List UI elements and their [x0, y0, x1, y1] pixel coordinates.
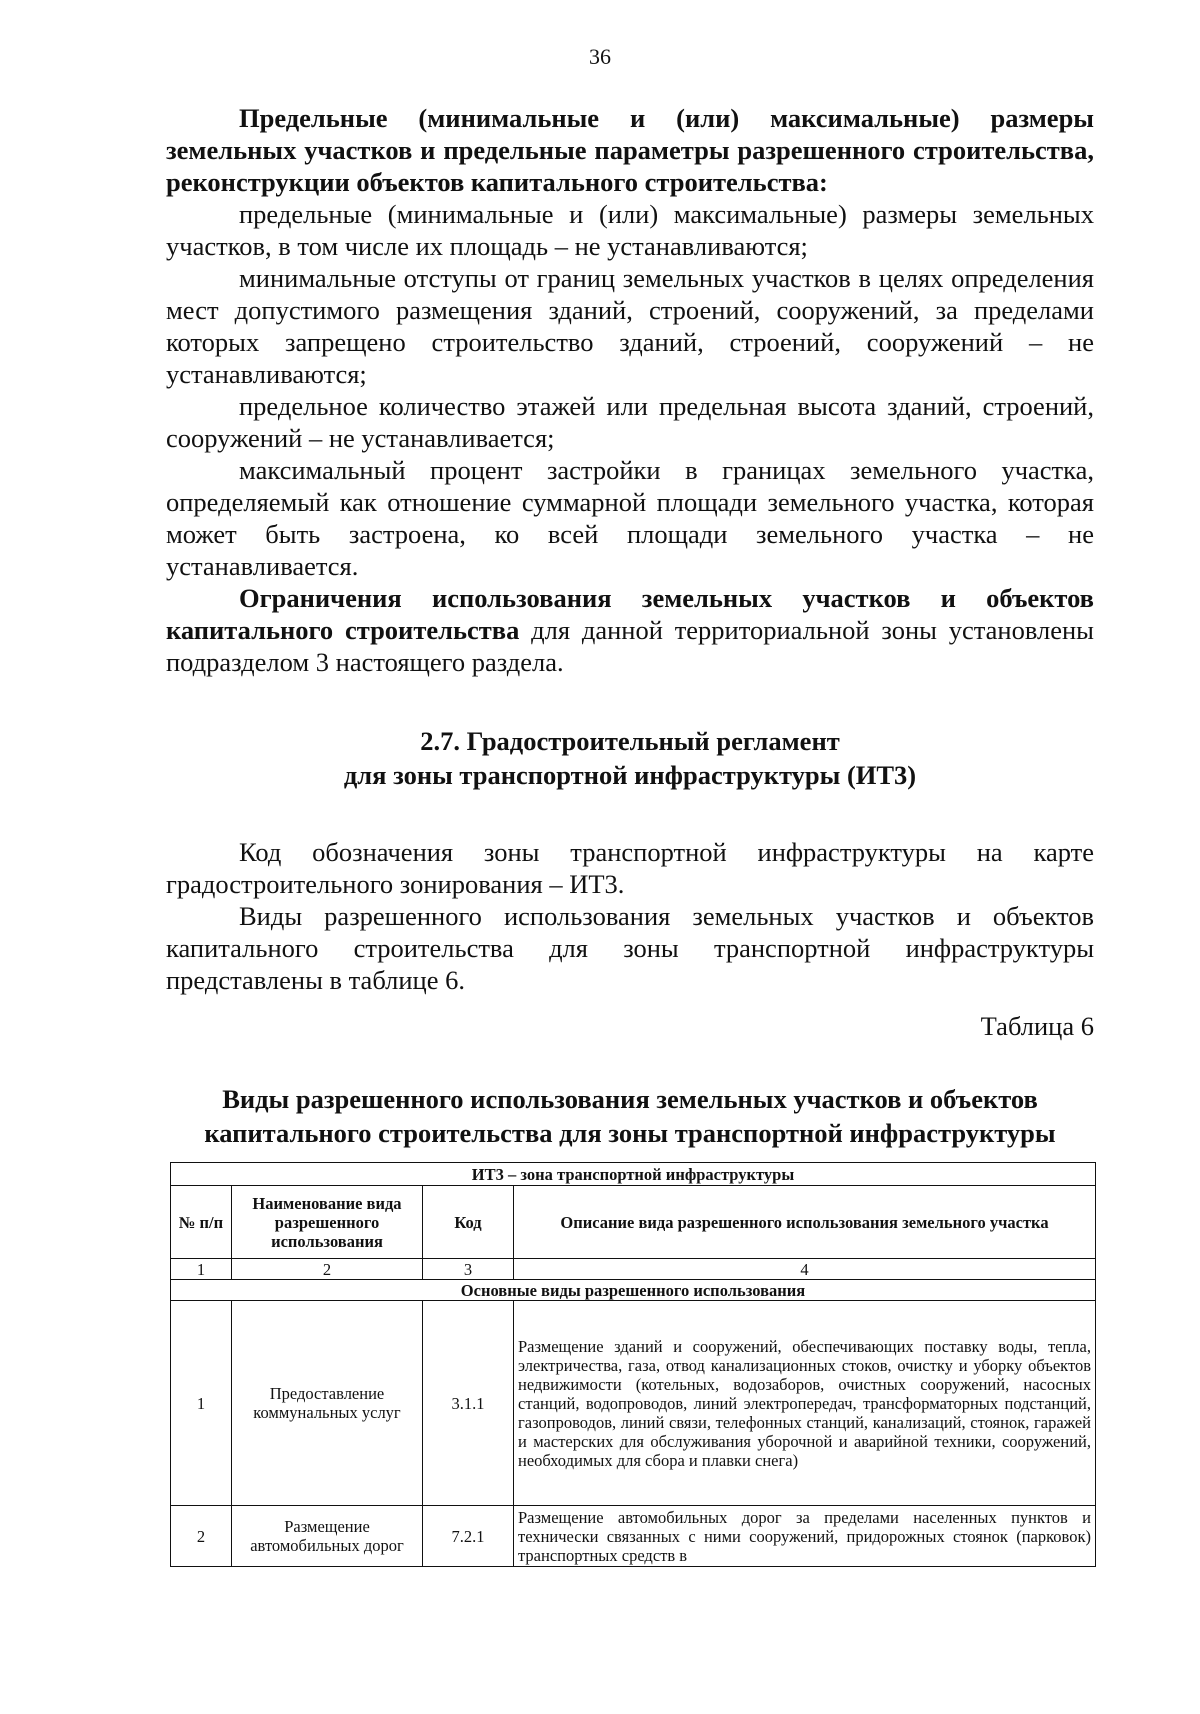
section-title	[166, 724, 1094, 792]
table-label: Таблица 6	[980, 1011, 1094, 1041]
row-use-name: Предоставление коммунальных услуг	[232, 1301, 423, 1506]
row-number: 1	[171, 1301, 232, 1506]
paragraph-restrictions	[166, 582, 1094, 678]
paragraph-plot-sizes: предельные (минимальные и (или) максимальные) размеры земельных участков, в том числе их площадь – не устанавливаются;	[166, 199, 1094, 261]
section-title-line2: для зоны транспортной инфраструктуры (ИТ3)	[343, 760, 917, 790]
paragraph-build-percent: максимальный процент застройки в границах земельного участка, определяемый как отношение суммарной площади земельного участка, которая может быть застроена, ко всей площади земельного участка – не устанавливается.	[166, 455, 1094, 581]
row-use-code: 3.1.1	[423, 1301, 514, 1506]
page-number: 36	[589, 44, 611, 69]
paragraph-floors: предельное количество этажей или предельная высота зданий, строений, сооружений – не устанавливается;	[166, 391, 1094, 453]
section-title-line1: 2.7. Градостроительный регламент	[420, 726, 840, 756]
column-index-2: 2	[232, 1259, 423, 1280]
table-heading	[162, 1082, 1098, 1150]
column-index-4: 4	[514, 1259, 1096, 1280]
paragraph-table-reference: Виды разрешенного использования земельных участков и объектов капитального строительства для зоны транспортной инфраструктуры представлены в таблице 6.	[166, 901, 1094, 995]
column-header-code: Код	[423, 1186, 514, 1259]
document-body	[166, 102, 1094, 1150]
column-index-1: 1	[171, 1259, 232, 1280]
table-zone-header: ИТ3 – зона транспортной инфраструктуры	[171, 1163, 1096, 1186]
table-heading-line1: Виды разрешенного использования земельных участков и объектов	[222, 1084, 1038, 1114]
column-index-3: 3	[423, 1259, 514, 1280]
row-use-code: 7.2.1	[423, 1506, 514, 1567]
column-header-name: Наименование вида разрешенного использования	[232, 1186, 423, 1259]
row-use-name: Размещение автомобильных дорог	[232, 1506, 423, 1567]
table-heading-line2: капитального строительства для зоны транспортной инфраструктуры	[204, 1118, 1056, 1148]
paragraph-zone-code: Код обозначения зоны транспортной инфраструктуры на карте градостроительного зонирования – ИТ3.	[166, 837, 1094, 899]
row-number: 2	[171, 1506, 232, 1567]
restrictions-rest-text: для данной территориальной зоны установлены подразделом 3 настоящего раздела.	[166, 615, 1094, 677]
paragraph-setbacks: минимальные отступы от границ земельных участков в целях определения мест допустимого размещения зданий, строений, сооружений, за пределами которых запрещено строительство зданий, строений, сооружений – не устанавливаются;	[166, 263, 1094, 389]
column-header-description: Описание вида разрешенного использования земельного участка	[514, 1186, 1096, 1259]
table-row	[171, 1301, 1096, 1506]
restrictions-bold-text: Ограничения использования земельных участков и объектов капитального строительства	[166, 583, 1094, 645]
table-row	[171, 1506, 1096, 1567]
row-use-description: Размещение автомобильных дорог за пределами населенных пунктов и технически связанных с ними сооружений, придорожных стоянок (парковок) транспортных средств в	[514, 1506, 1096, 1567]
column-header-number: № п/п	[171, 1186, 232, 1259]
limits-heading-paragraph: Предельные (минимальные и (или) максимальные) размеры земельных участков и предельные параметры разрешенного строительства, реконструкции объектов капитального строительства:	[166, 103, 1094, 197]
row-use-description: Размещение зданий и сооружений, обеспечивающих поставку воды, тепла, электричества, газа, отвод канализационных стоков, очистку и уборку объектов недвижимости (котельных, водозаборов, очистных сооружений, насосных станций, водопроводов, линий электропередач, трансформаторных подстанций, газопроводов, линий связи, телефонных станций, канализаций, стоянок, гаражей и мастерских для обслуживания уборочной и аварийной техники, сооружений, необходимых для сбора и плавки снега)	[514, 1301, 1096, 1506]
permitted-use-table	[170, 1162, 1096, 1567]
table-group-header: Основные виды разрешенного использования	[171, 1280, 1096, 1301]
